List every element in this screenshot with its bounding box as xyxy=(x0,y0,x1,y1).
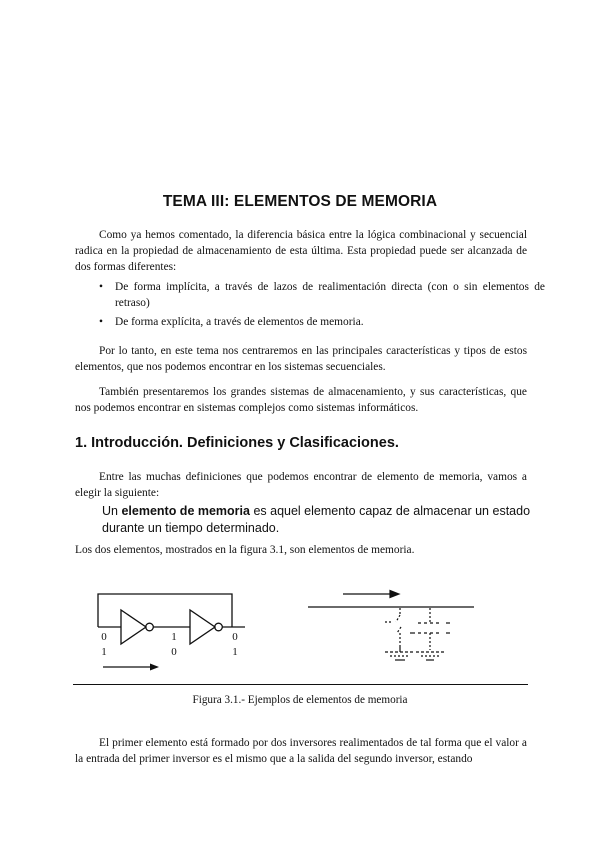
page-title: TEMA III: ELEMENTOS DE MEMORIA xyxy=(162,193,438,210)
inverter-1-icon xyxy=(121,610,146,644)
figure-divider xyxy=(73,684,528,685)
figure-memory-elements xyxy=(0,570,600,685)
definition-prefix: Un xyxy=(102,504,122,518)
label-output-state-a: 0 xyxy=(232,631,238,643)
label-middle-state-a: 1 xyxy=(171,631,177,643)
definitions-intro-paragraph: Entre las muchas definiciones que podemos encontrar de elemento de memoria, vamos a elegir la siguiente: xyxy=(75,471,527,500)
ground-icon xyxy=(416,652,444,660)
label-input-state-b: 1 xyxy=(101,646,107,658)
bullet-text: De forma explícita, a través de elementos de memoria. xyxy=(115,316,364,328)
definition-rest: es aquel elemento capaz de almacenar un estado durante un tiempo determinado. xyxy=(102,504,531,535)
label-input-state-a: 0 xyxy=(101,631,107,643)
ground-icon xyxy=(385,645,415,660)
section-heading: 1. Introducción. Definiciones y Clasificaciones. xyxy=(75,435,399,451)
paragraph-storage-systems: También presentaremos los grandes sistemas de almacenamiento, y sus características, que nos podemos encontrar en sistemas complejos como sistemas informáticos. xyxy=(75,386,527,415)
signal-direction-arrow-icon xyxy=(103,664,159,671)
bullet-marker: • xyxy=(99,281,103,293)
figure-reference-paragraph: Los dos elementos, mostrados en la figura 3.1, son elementos de memoria. xyxy=(75,544,415,556)
bullet-marker: • xyxy=(99,316,103,328)
paragraph-focus: Por lo tanto, en este tema nos centraremos en las principales características y tipos de estos elementos, que nos podemos encontrar en los sistemas secuenciales. xyxy=(75,345,527,374)
intro-paragraph: Como ya hemos comentado, la diferencia básica entre la lógica combinacional y secuencial radica en la propiedad de almacenamiento de esta última. Esta propiedad puede ser alcanzada de dos formas diferentes: xyxy=(75,229,527,274)
label-output-state-b: 1 xyxy=(232,646,238,658)
inverter-2-icon xyxy=(190,610,215,644)
definition-term: elemento de memoria xyxy=(121,504,250,518)
bullet-text: De forma implícita, a través de lazos de realimentación directa (con o sin elementos de retraso) xyxy=(115,281,545,310)
capacitor-storage-diagram xyxy=(308,591,474,661)
label-middle-state-b: 0 xyxy=(171,646,177,658)
bullet-item-explicit xyxy=(99,314,545,330)
definition-block xyxy=(102,503,532,536)
closing-paragraph: El primer elemento está formado por dos inversores realimentados de tal forma que el valor a la entrada del primer inversor es el mismo que a la salida del segundo inversor, estando xyxy=(75,737,527,766)
feedback-wire xyxy=(98,594,232,627)
bullet-item-implicit xyxy=(99,279,545,311)
direction-arrow-icon xyxy=(343,591,399,598)
figure-caption: Figura 3.1.- Ejemplos de elementos de memoria xyxy=(192,694,408,706)
